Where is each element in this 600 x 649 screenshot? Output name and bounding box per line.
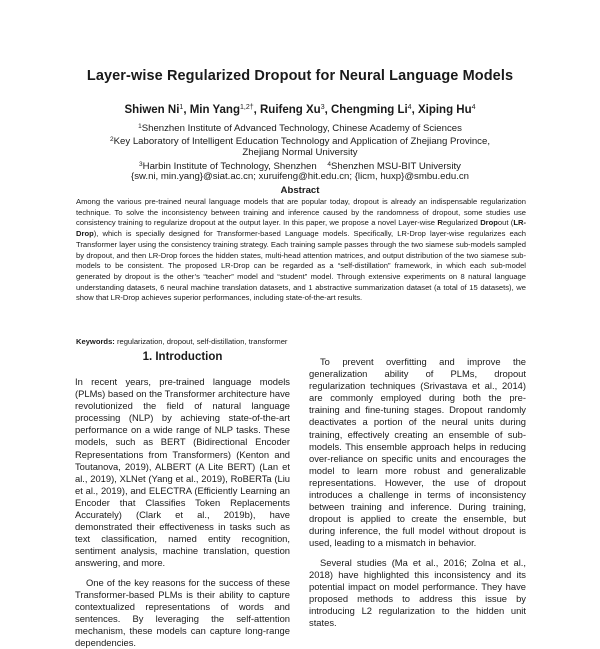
affiliation-line: $^2$Key Laboratory of Intelligent Education Technology and Application of Zhejiang Province, [0, 133, 600, 148]
body-paragraph: One of the key reasons for the success of these Transformer-based PLMs is their ability to capture contextualized representations of words and sentences. By leveraging the self-attention mechanism, these models can capture long-range dependencies. [75, 577, 290, 649]
author-affil-mark: 1 [179, 104, 183, 111]
author-affil-mark: 4 [408, 104, 412, 111]
author-emails: {sw.ni, min.yang}@siat.ac.cn; xuruifeng@hit.edu.cn; {licm, huxp}@smbu.edu.cn [0, 170, 600, 183]
affiliation-line: $^3$Harbin Institute of Technology, Shenzhen $^4$Shenzhen MSU-BIT University [0, 158, 600, 173]
author-name: Min Yang [190, 104, 240, 116]
body-paragraph: Several studies (Ma et al., 2016; Zolna et al., 2018) have highlighted this inconsistency and its potential impact on model performance. They have proposed methods to address this issue by introducing L2 regularization to the hidden unit states. [309, 557, 526, 630]
paper-title: Layer-wise Regularized Dropout for Neural Language Models [0, 68, 600, 84]
right-column [309, 356, 526, 600]
body-paragraph: To prevent overfitting and improve the generalization ability of PLMs, dropout regularization techniques (Srivastava et al., 2014) are commonly employed during both the pre-training and fine-tuning stages. Dropout randomly deactivates a portion of the neural units during training, effectively creating an ensemble of sub-models. This ensemble approach helps in reducing over-reliance on specific units and encourages the model to learn more robust and generalizable representations. However, the use of dropout introduces a challenge in terms of inconsistency between training and inference. During training, dropout is applied to create the ensemble, but during inference, the full model without dropout is used, leading to a mismatch in behavior. [309, 356, 526, 550]
keywords-line [76, 337, 526, 346]
author-name: Xiping Hu [418, 104, 472, 116]
affiliation-line: $^1$Shenzhen Institute of Advanced Technology, Chinese Academy of Sciences [0, 120, 600, 135]
abstract-heading: Abstract [0, 185, 600, 196]
affiliation-line: Zhejiang Normal University [0, 146, 600, 159]
author-name: Shiwen Ni [124, 104, 179, 116]
left-column [75, 376, 290, 600]
author-affil-mark: 3 [321, 104, 325, 111]
keywords-list: regularization, dropout, self-distillation, transformer [115, 337, 288, 346]
author-name: Ruifeng Xu [260, 104, 321, 116]
author-affil-mark: 1,2† [240, 104, 254, 111]
keywords-label: Keywords: [76, 337, 115, 346]
section-heading-introduction: 1. Introduction [75, 351, 290, 363]
abstract-body: Among the various pre-trained neural language models that are popular today, dropout is already an indispensable regularization technique. To solve the inconsistency between training and inference caused by the randomness of dropout, some studies use consistency training to regularize dropout at the output layer. In this paper, we propose a novel Layer-wise Regularized Dropout (LR-Drop), which is specially designed for Transformer-based Language models. Specifically, LR-Drop layer-wise regularizes each Transformer layer using the consistency training strategy. Each training sample passes through the two siamese sub-models sampled by dropout, and then LR-Drop forces the hidden states, multi-head attention matrices, and output distribution of the two siamese sub-models to be consistent. The proposed LR-Drop can be regarded as a “self-distillation” framework, in which each sub-model generated by dropout is the other’s “teacher” model and “student” model. Through extensive experiments on 8 natural language understanding datasets, 6 neural machine translation datasets, and 1 abstractive summarization dataset (a total of 15 datasets), we show that LR-Drop achieves superior performances, including state-of-the-art results. [76, 197, 526, 304]
author-name: Chengming Li [331, 104, 408, 116]
author-list: Shiwen Ni$^1$, Min Yang$^{1,2\dagger}$, Ruifeng Xu$^3$, Chengming Li$^4$, Xiping Hu$^4$ [0, 104, 600, 116]
body-paragraph: In recent years, pre-trained language models (PLMs) based on the Transformer architecture have revolutionized the field of natural language processing (NLP) by achieving state-of-the-art performance on a wide range of NLP tasks. These models, such as BERT (Bidirectional Encoder Representations from Transformers) (Kenton and Toutanova, 2019), ALBERT (A Lite BERT) (Lan et al., 2019), XLNet (Yang et al., 2019), RoBERTa (Liu et al., 2019), and ELECTRA (Efficiently Learning an Encoder that Classifies Token Replacements Accurately) (Clark et al., 2019b), have demonstrated their effectiveness in tasks such as text classification, named entity recognition, sentiment analysis, machine translation, question answering, and more. [75, 376, 290, 570]
author-affil-mark: 4 [472, 104, 476, 111]
